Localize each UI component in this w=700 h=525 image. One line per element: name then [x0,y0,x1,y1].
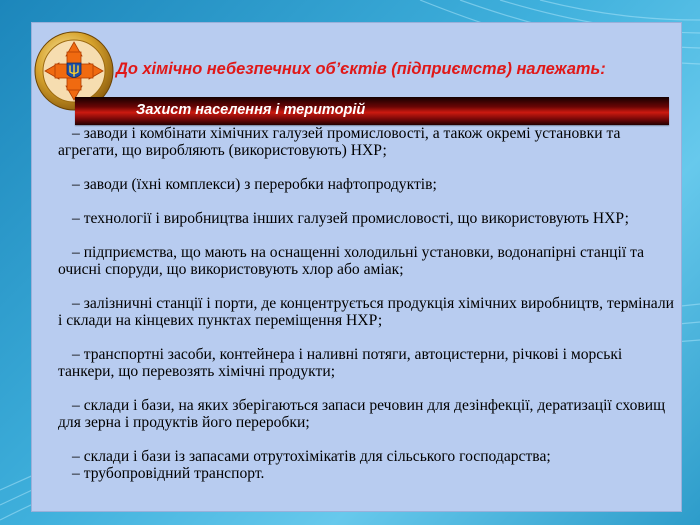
list-item: – залізничні станції і порти, де концентрується продукція хімічних виробництв, термінали і склади на кінцевих пунктах переміщення НХР; [58,295,674,329]
list-item: – заводи (їхні комплекси) з переробки нафтопродуктів; [72,176,437,193]
hazardous-objects-list [58,125,680,482]
list-item: – трубопровідний транспорт. [72,465,265,482]
list-item: – технології і виробництва інших галузей промисловості, що використовують НХР; [72,210,629,227]
list-item: – склади і бази із запасами отрутохімікатів для сільського господарства; [72,448,551,465]
list-item: – заводи і комбінати хімічних галузей промисловості, а також окремі установки та агрегати, що виробляють (використовують) НХР; [58,125,621,159]
list-item: – склади і бази, на яких зберігаються запаси речовин для дезінфекції, дератизації сховищ для зерна і продуктів його переробки; [58,397,666,431]
section-banner-label: Захист населення і територій [136,102,366,118]
list-item: – транспортні засоби, контейнера і наливні потяги, автоцистерни, річкові і морські танкери, що перевозять хімічні продукти; [58,346,623,380]
section-banner [75,97,669,125]
slide-title: До хімічно небезпечних об’єктів (підприємств) належать: [116,60,606,78]
list-item: – підприємства, що мають на оснащенні холодильні установки, водонапірні станції та очисні споруди, що використовують хлор або аміак; [58,244,645,278]
